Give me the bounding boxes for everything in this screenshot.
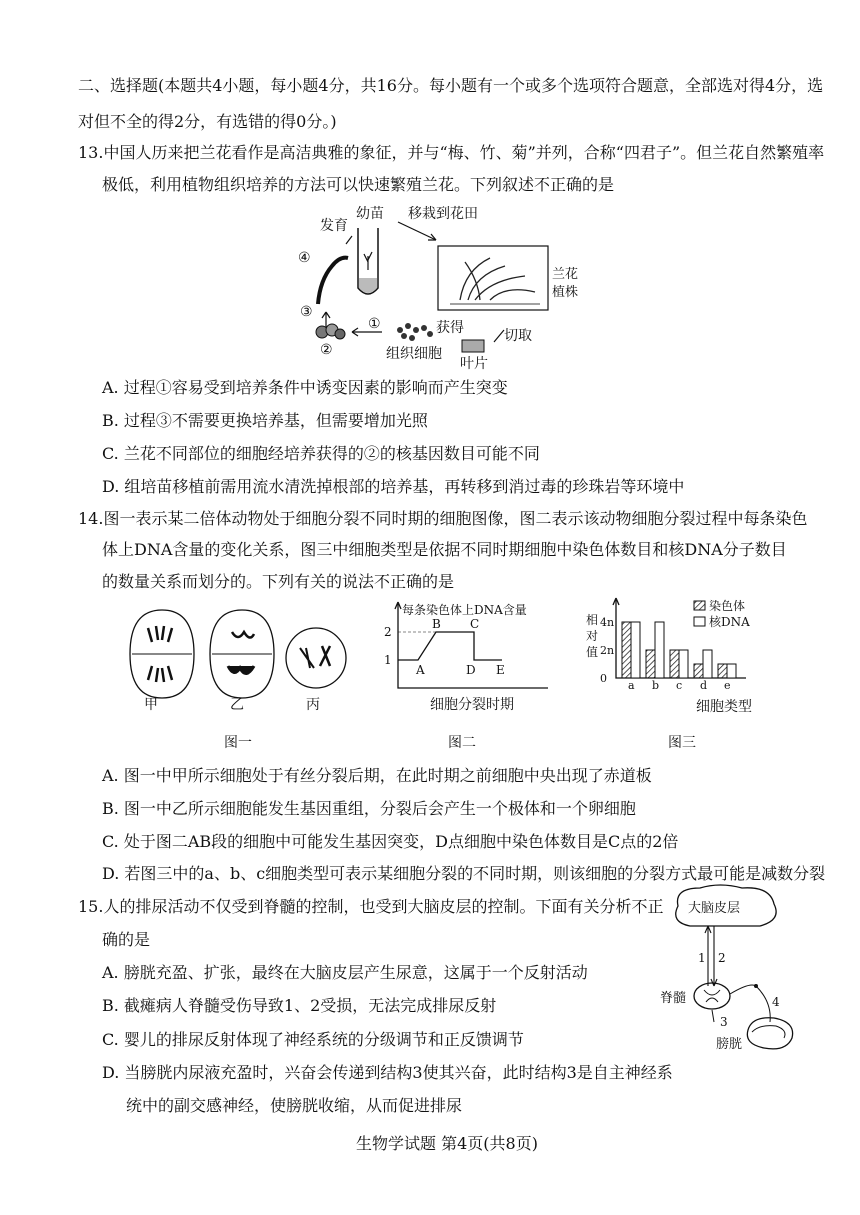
label-qiequ: 切取 xyxy=(504,328,532,344)
legend-swatch-chromosome xyxy=(694,601,705,610)
fig2-point-C: C xyxy=(470,617,480,631)
legend-swatch-dna xyxy=(694,617,705,626)
fig1-label-jia: 甲 xyxy=(144,697,158,713)
label-youmiao: 幼苗 xyxy=(356,206,384,222)
fig3-tick-2n: 2n xyxy=(600,644,615,657)
legend-dna: 核DNA xyxy=(709,615,750,629)
bar-c-dna xyxy=(679,650,688,678)
label-n4: ④ xyxy=(298,250,311,266)
q15-reflex-arc-figure xyxy=(660,882,810,1057)
bar-b-dna xyxy=(655,622,664,678)
leaf-piece-icon xyxy=(462,340,484,352)
test-tube-icon xyxy=(358,228,378,294)
q13-option-c: C. 兰花不同部位的细胞经培养获得的②的核基因数目可能不同 xyxy=(102,444,540,463)
q14-stem-line2: 体上DNA含量的变化关系，图三中细胞类型是依据不同时期细胞中染色体数目和核DNA分子数目 xyxy=(102,540,787,559)
page-footer: 生物学试题 第4页(共8页) xyxy=(356,1134,538,1153)
x-tick-c: c xyxy=(676,679,683,692)
fig3-xlabel: 细胞类型 xyxy=(696,699,752,715)
fig3-tick-0: 0 xyxy=(600,672,607,685)
q15-stem-line1: 15.人的排尿活动不仅受到脊髓的控制，也受到大脑皮层的控制。下面有关分析不正 xyxy=(78,897,664,916)
q15-option-d: D. 当膀胱内尿液充盈时，兴奋会传递到结构3使其兴奋，此时结构3是自主神经系 xyxy=(102,1063,673,1082)
label-bladder: 膀胱 xyxy=(716,1037,743,1052)
bar-e-chromosome xyxy=(718,664,727,678)
cell-jia-icon xyxy=(130,610,194,698)
label-zuzhi: 组织细胞 xyxy=(386,346,442,362)
q15-stem-line2: 确的是 xyxy=(102,930,151,949)
bar-d-chromosome xyxy=(694,664,703,678)
legend-chromosome: 染色体 xyxy=(709,599,746,613)
label-cortex: 大脑皮层 xyxy=(688,901,741,916)
label-n2: ② xyxy=(320,342,333,358)
bar-a-dna xyxy=(631,622,640,678)
q15-option-a: A. 膀胱充盈、扩张，最终在大脑皮层产生尿意，这属于一个反射活动 xyxy=(102,963,588,982)
fig1-label-bing: 丙 xyxy=(306,697,320,713)
q15-option-b: B. 截瘫病人脊髓受伤导致1、2受损，无法完成排尿反射 xyxy=(102,996,497,1015)
fig1-caption: 图一 xyxy=(224,735,252,751)
bladder-icon xyxy=(747,1018,792,1049)
label-n3: ③ xyxy=(300,304,313,320)
fig2-point-D: D xyxy=(466,663,476,677)
label-yepian: 叶片 xyxy=(460,356,488,372)
label-spine: 脊髓 xyxy=(660,991,687,1006)
spinal-cord-icon xyxy=(694,983,758,1009)
q14-option-d: D. 若图三中的a、b、c细胞类型可表示某细胞分裂的不同时期，则该细胞的分裂方式最可能是减数分裂 xyxy=(102,864,826,883)
q14-option-a: A. 图一中甲所示细胞处于有丝分裂后期，在此时期之前细胞中央出现了赤道板 xyxy=(102,766,652,785)
fig3-tick-4n: 4n xyxy=(600,616,615,629)
fig3-ylabel-2: 对 xyxy=(586,629,599,643)
q13-option-d: D. 组培苗移植前需用流水清洗掉根部的培养基，再转移到消过毒的珍珠岩等环境中 xyxy=(102,477,685,496)
fig2-line xyxy=(398,632,502,660)
fig2-point-B: B xyxy=(432,617,441,631)
label-n2: 2 xyxy=(718,951,726,965)
x-tick-a: a xyxy=(628,679,635,692)
q13-option-b: B. 过程③不需要更换培养基，但需要增加光照 xyxy=(102,411,428,430)
label-zhizhu: 植株 xyxy=(552,285,579,300)
q14-option-b: B. 图一中乙所示细胞能发生基因重组，分裂后会产生一个极体和一个卵细胞 xyxy=(102,799,636,818)
label-huode: 获得 xyxy=(436,320,464,336)
bar-c-chromosome xyxy=(670,650,679,678)
q15-option-d-cont: 统中的副交感神经，使膀胱收缩，从而促进排尿 xyxy=(126,1096,463,1115)
x-tick-b: b xyxy=(652,679,660,692)
fig1-label-yi: 乙 xyxy=(230,697,244,713)
q14-figure3-bar-chart xyxy=(586,598,786,710)
label-n1: 1 xyxy=(698,951,706,965)
sprout-icon xyxy=(318,258,348,304)
tissue-cells-icon xyxy=(397,323,433,341)
q13-stem-line2: 极低，利用植物组织培养的方法可以快速繁殖兰花。下列叙述不正确的是 xyxy=(102,175,615,194)
fig3-caption: 图三 xyxy=(668,735,696,751)
label-fayu: 发育 xyxy=(320,218,348,234)
label-n3: 3 xyxy=(720,1015,728,1029)
q13-option-a: A. 过程①容易受到培养条件中诱变因素的影响而产生突变 xyxy=(102,378,508,397)
q13-stem-line1: 13.中国人历来把兰花看作是高洁典雅的象征，并与“梅、竹、菊”并列，合称“四君子”。但兰花自然繁殖率 xyxy=(78,143,825,162)
cell-bing-icon xyxy=(286,628,346,688)
fig2-point-E: E xyxy=(496,663,505,677)
fig2-caption: 图二 xyxy=(448,735,476,751)
label-n4: 4 xyxy=(772,995,780,1009)
q15-option-c: C. 婴儿的排尿反射体现了神经系统的分级调节和正反馈调节 xyxy=(102,1030,524,1049)
fig2-point-A: A xyxy=(416,663,425,677)
fig2-xlabel: 细胞分裂时期 xyxy=(430,697,514,713)
bar-b-chromosome xyxy=(646,650,655,678)
bar-e-dna xyxy=(727,664,736,678)
bar-a-chromosome xyxy=(622,622,631,678)
fig2-tick-2: 2 xyxy=(384,625,392,639)
section-header-line1: 二、选择题(本题共4小题，每小题4分，共16分。每小题有一个或多个选项符合题意，全部选对得4分，选 xyxy=(78,76,824,95)
label-n1: ① xyxy=(368,316,381,332)
fig3-ylabel-3: 值 xyxy=(586,645,599,659)
fig2-tick-1: 1 xyxy=(384,653,392,667)
callus-icon xyxy=(316,324,345,339)
q14-stem-line3: 的数量关系而划分的。下列有关的说法不正确的是 xyxy=(102,572,455,591)
bar-d-dna xyxy=(703,650,712,678)
x-tick-e: e xyxy=(724,679,731,692)
q14-option-c: C. 处于图二AB段的细胞中可能发生基因突变，D点细胞中染色体数目是C点的2倍 xyxy=(102,832,679,851)
label-lanhua: 兰花 xyxy=(552,267,579,282)
section-header-line2: 对但不全的得2分，有选错的得0分。) xyxy=(78,112,337,131)
q14-stem-line1: 14.图一表示某二倍体动物处于细胞分裂不同时期的细胞图像，图二表示该动物细胞分裂过程中每条染色 xyxy=(78,509,808,528)
label-yizai: 移栽到花田 xyxy=(408,206,478,222)
orchid-plant-icon xyxy=(438,246,548,310)
fig3-ylabel-1: 相 xyxy=(586,613,599,627)
q13-orchid-culture-figure xyxy=(290,200,600,370)
x-tick-d: d xyxy=(700,679,708,692)
cell-yi-icon xyxy=(210,610,274,698)
fig2-title: 每条染色体上DNA含量 xyxy=(402,603,527,617)
